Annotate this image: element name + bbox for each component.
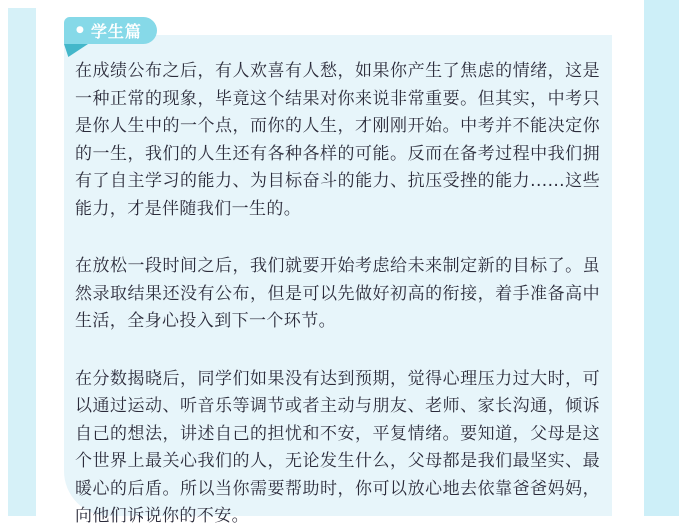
article-paragraph-2: 在放松一段时间之后，我们就要开始考虑给未来制定新的目标了。虽然录取结果还没有公布，但是可以先做好初高的衔接，着手准备高中生活，全身心投入到下一个环节。	[75, 256, 600, 331]
section-badge	[64, 17, 157, 44]
article-card	[64, 35, 612, 526]
left-decor-band	[8, 8, 36, 516]
article-paragraph-3: 在分数揭晓后，同学们如果没有达到预期，觉得心理压力过大时，可以通过运动、听音乐等调节或者主动与朋友、老师、家长沟通，倾诉自己的想法，讲述自己的担忧和不安，平复情绪。要知道，父母是这个世界上最关心我们的人，无论发生什么，父母都是我们最坚实、最暖心的后盾。所以当你需要帮助时，你可以放心地去依靠爸爸妈妈，向他们诉说你的不安。	[75, 368, 600, 526]
bullet-icon: ●	[76, 25, 84, 35]
article-paragraph-1: 在成绩公布之后，有人欢喜有人愁，如果你产生了焦虑的情绪，这是一种正常的现象，毕竟这个结果对你来说非常重要。但其实，中考只是你人生中的一个点，而你的人生，才刚刚开始。中考并不能决定你的一生，我们的人生还有各种各样的可能。反而在备考过程中我们拥有了自主学习的能力、为目标奋斗的能力、抗压受挫的能力......这些能力，才是伴随我们一生的。	[75, 61, 600, 219]
section-badge-label: 学生篇	[90, 22, 142, 41]
right-decor-band	[644, 0, 679, 516]
